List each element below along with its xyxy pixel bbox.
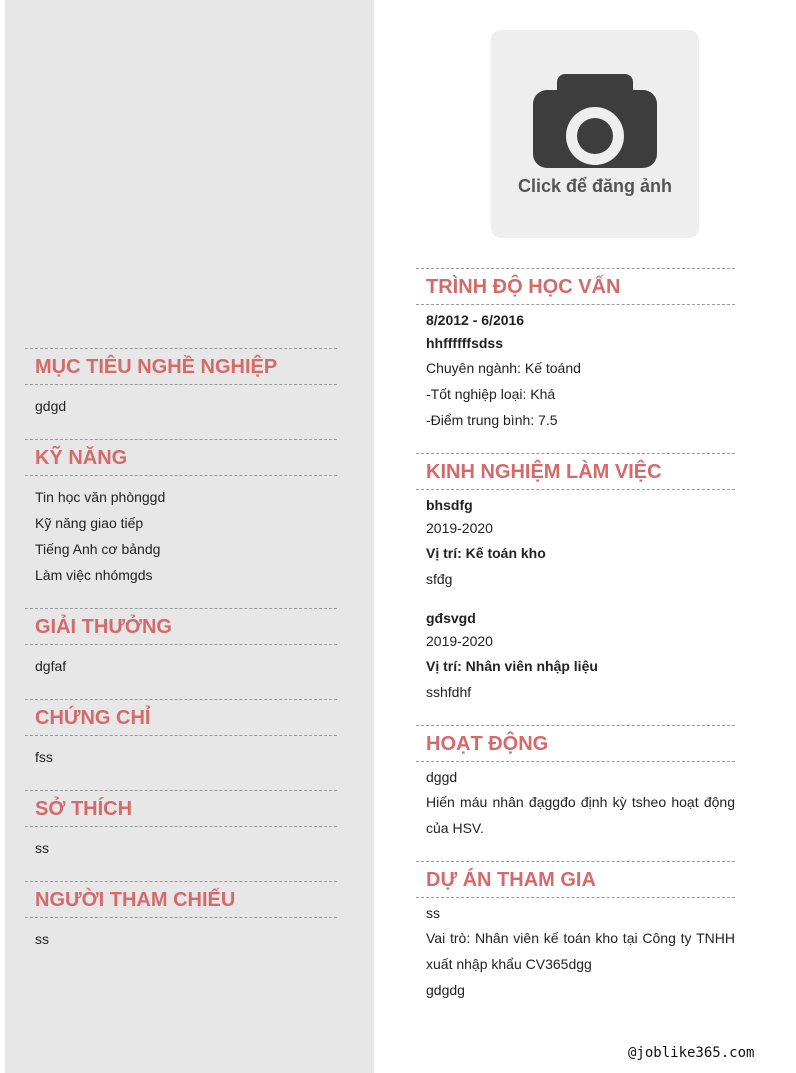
project-name[interactable]: ss	[426, 905, 440, 921]
references-text[interactable]: ss	[35, 931, 49, 947]
skill-item[interactable]: Làm việc nhómgds	[35, 567, 153, 583]
skills-title: KỸ NĂNG	[35, 447, 128, 469]
job-company[interactable]: bhsdfg	[426, 497, 473, 513]
certificates-heading	[25, 699, 337, 736]
job-position[interactable]: Vị trí: Kế toán kho	[426, 545, 546, 561]
certificates-text[interactable]: fss	[35, 749, 53, 765]
awards-title: GIẢI THƯỞNG	[35, 616, 172, 638]
objective-heading	[25, 348, 337, 385]
job-description[interactable]: sfđg	[426, 571, 453, 587]
photo-upload[interactable]	[491, 30, 699, 238]
skills-heading	[25, 439, 337, 476]
skill-item[interactable]: Tiếng Anh cơ bảndg	[35, 541, 161, 557]
activity-name[interactable]: dggd	[426, 769, 458, 785]
certificates-title: CHỨNG CHỈ	[35, 707, 151, 729]
job-period[interactable]: 2019-2020	[426, 633, 493, 649]
activities-heading	[416, 725, 735, 762]
awards-text[interactable]: dgfaf	[35, 658, 67, 674]
job-period[interactable]: 2019-2020	[426, 520, 493, 536]
project-extra[interactable]: gdgdg	[426, 982, 465, 998]
projects-title: DỰ ÁN THAM GIA	[426, 869, 596, 891]
education-line[interactable]: -Điểm trung bình: 7.5	[426, 412, 558, 428]
projects-heading	[416, 861, 735, 898]
awards-heading	[25, 608, 337, 645]
objective-text[interactable]: gdgd	[35, 398, 67, 414]
education-title: TRÌNH ĐỘ HỌC VẤN	[426, 276, 621, 298]
job-position[interactable]: Vị trí: Nhân viên nhập liệu	[426, 658, 598, 674]
objective-title: MỤC TIÊU NGHỀ NGHIỆP	[35, 356, 278, 378]
education-period[interactable]: 8/2012 - 6/2016	[426, 312, 525, 328]
education-line[interactable]: Chuyên ngành: Kế toánd	[426, 360, 581, 376]
hobbies-heading	[25, 790, 337, 827]
job-description[interactable]: sshfdhf	[426, 684, 472, 700]
experience-title: KINH NGHIỆM LÀM VIỆC	[426, 461, 662, 483]
experience-heading	[416, 453, 735, 490]
references-heading	[25, 881, 337, 918]
camera-icon	[533, 74, 657, 168]
education-line[interactable]: -Tốt nghiệp loại: Khá	[426, 386, 556, 402]
project-description[interactable]: Vai trò: Nhân viên kế toán kho tại Công ty TNHH xuất nhập khẩu CV365dgg	[426, 930, 735, 972]
watermark: @joblike365.com	[628, 1045, 755, 1061]
references-title: NGƯỜI THAM CHIẾU	[35, 889, 236, 911]
photo-label: Click để đăng ảnh	[517, 176, 673, 196]
skill-item[interactable]: Kỹ năng giao tiếp	[35, 515, 144, 531]
activity-description[interactable]: Hiến máu nhân đạggđo định kỳ tsheo hoạt động của HSV.	[426, 794, 735, 836]
hobbies-title: SỞ THÍCH	[35, 798, 133, 820]
education-heading	[416, 268, 735, 305]
job-company[interactable]: gđsvgd	[426, 610, 476, 626]
activities-title: HOẠT ĐỘNG	[426, 733, 549, 755]
education-school[interactable]: hhffffffsdss	[426, 335, 503, 351]
skill-item[interactable]: Tin học văn phònggd	[35, 489, 166, 505]
hobbies-text[interactable]: ss	[35, 840, 49, 856]
